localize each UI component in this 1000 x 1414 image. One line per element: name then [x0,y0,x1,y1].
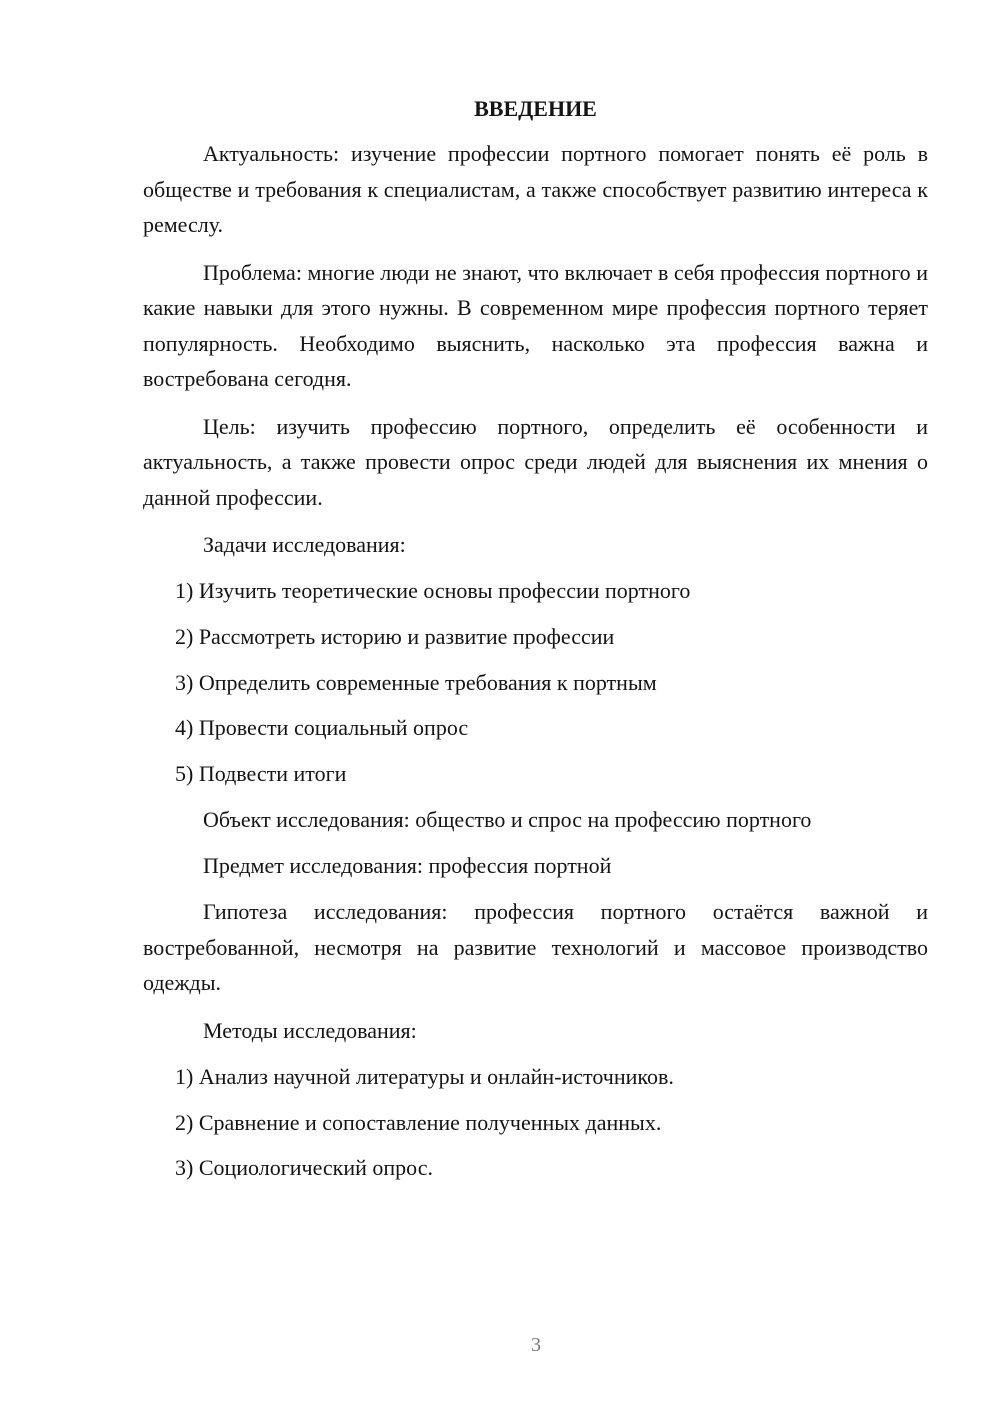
list-item: 3) Социологический опрос. [175,1155,433,1181]
list-item: 3) Определить современные требования к портным [175,669,657,695]
list-item: 4) Провести социальный опрос [175,715,469,741]
page-content [143,94,928,1196]
object-paragraph: Объект исследования: общество и спрос на профессию портного [203,807,812,833]
page-number: 3 [531,1334,541,1356]
list-item: 1) Анализ научной литературы и онлайн-источников. [175,1063,674,1089]
methods-list [143,1059,928,1186]
list-item: 2) Сравнение и сопоставление полученных данных. [175,1109,662,1135]
methods-heading: Методы исследования: [203,1017,417,1043]
tasks-heading: Задачи исследования: [203,532,406,557]
hypothesis-paragraph: Гипотеза исследования: профессия портного остаётся важной и востребованной, несмотря на развитие технологий и массовое производство одежды. [143,899,928,996]
list-item: 5) Подвести итоги [175,761,347,787]
tasks-list [143,573,928,792]
subject-paragraph: Предмет исследования: профессия портной [203,853,612,879]
list-item: 1) Изучить теоретические основы профессии портного [175,578,691,604]
goal-paragraph: Цель: изучить профессию портного, определить её особенности и актуальность, а также провести опрос среди людей для выяснения их мнения о данной профессии. [143,413,928,510]
problem-paragraph: Проблема: многие люди не знают, что включает в себя профессия портного и какие навыки для этого нужны. В современном мире профессия портного теряет популярность. Необходимо выяснить, насколько эта профессия важна и востребована сегодня. [143,259,928,391]
list-item: 2) Рассмотреть историю и развитие профессии [175,623,615,649]
relevance-paragraph: Актуальность: изучение профессии портного помогает понять её роль в обществе и требования к специалистам, а также способствует развитию интереса к ремеслу. [143,141,928,237]
section-title: ВВЕДЕНИЕ [474,96,597,121]
